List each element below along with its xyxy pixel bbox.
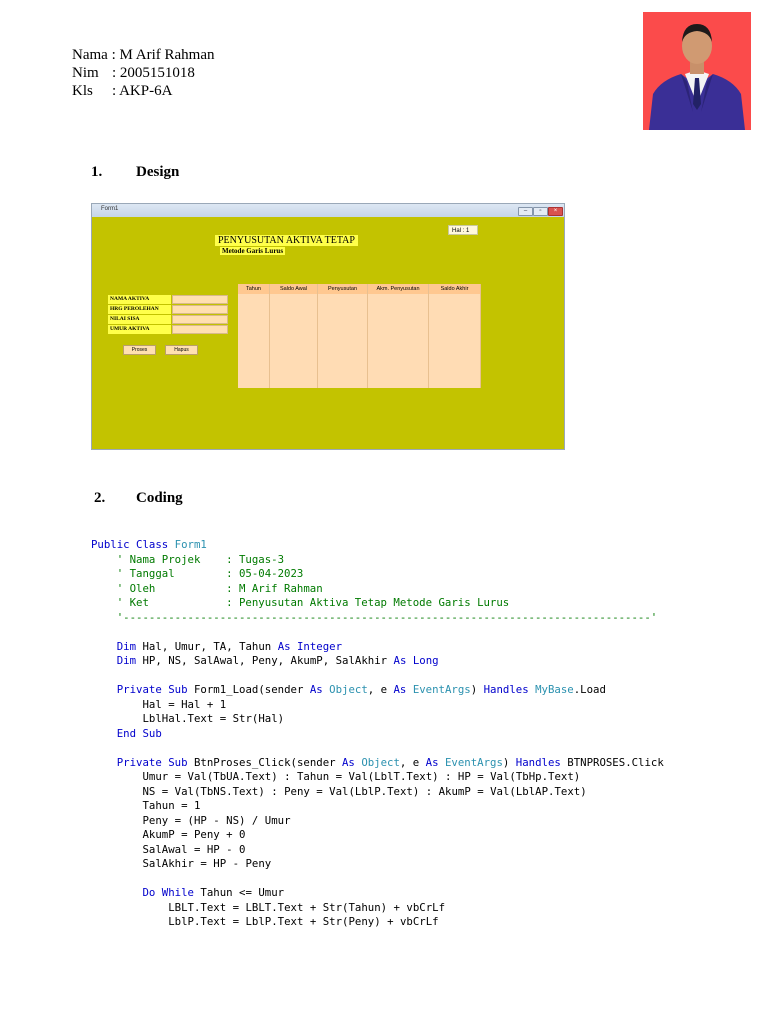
section-title: Coding (136, 490, 183, 506)
label-nama-aktiva: NAMA AKTIVA (108, 295, 171, 304)
column-saldo-akhir (429, 284, 481, 388)
code-line: ' Oleh : M Arif Rahman (91, 581, 323, 595)
maximize-icon: ▫ (533, 207, 548, 216)
form-title: PENYUSUTAN AKTIVA TETAP (215, 235, 358, 246)
column-header: Saldo Awal (270, 284, 317, 294)
code-line (91, 741, 664, 756)
code-line: Dim HP, NS, SalAwal, Peny, AkumP, SalAkhir As Long (116, 654, 439, 667)
column-header: Saldo Akhir (429, 284, 480, 294)
code-line: AkumP = Peny + 0 (142, 828, 246, 841)
input-hrg-perolehan[interactable] (172, 305, 228, 314)
column-saldo-awal (270, 284, 318, 388)
identity-block (72, 46, 214, 100)
code-line: Private Sub BtnProses_Click(sender As Object, e As EventArgs) Handles BTNPROSES.Click (116, 755, 664, 769)
code-line: Private Sub Form1_Load(sender As Object, e As EventArgs) Handles MyBase.Load (116, 683, 606, 696)
column-header: Penyusutan (318, 284, 367, 294)
code-line: LblP.Text = LblP.Text + Str(Peny) + vbCrLf (168, 915, 439, 928)
input-umur-aktiva[interactable] (172, 325, 228, 334)
code-line: LblHal.Text = Str(Hal) (142, 712, 285, 725)
close-icon: × (548, 207, 563, 216)
code-line: NS = Val(TbNS.Text) : Peny = Val(LblP.Text) : AkumP = Val(LblAP.Text) (142, 784, 587, 798)
column-akm-penyusutan (368, 284, 429, 388)
code-line: Umur = Val(TbUA.Text) : Tahun = Val(LblT.Text) : HP = Val(TbHp.Text) (142, 770, 581, 783)
minimize-icon: – (518, 207, 533, 216)
code-line: End Sub (116, 726, 162, 740)
proses-button[interactable]: Proses (123, 345, 156, 355)
column-header: Akm. Penyusutan (368, 284, 428, 294)
code-line: Hal = Hal + 1 (142, 697, 227, 711)
section-number: 2. (94, 490, 106, 506)
profile-photo (643, 12, 751, 130)
section-heading-design (91, 164, 291, 184)
form-subtitle: Metode Garis Lurus (222, 247, 284, 255)
code-line (91, 625, 664, 640)
name-line: Nama : M Arif Rahman (72, 47, 215, 63)
code-line: SalAkhir = HP - Peny (142, 857, 272, 870)
hapus-button[interactable]: Hapus (165, 345, 198, 355)
column-penyusutan (318, 284, 368, 388)
code-line: SalAwal = HP - 0 (142, 842, 246, 856)
section-number: 1. (91, 164, 103, 180)
code-listing (91, 538, 664, 930)
form-design-screenshot (91, 203, 565, 450)
code-line: ' Ket : Penyusutan Aktiva Tetap Metode Garis Lurus (91, 596, 510, 609)
label-nilai-sisa: NILAI SISA (108, 315, 171, 324)
code-line: ' Nama Projek : Tugas-3 (91, 552, 285, 566)
code-line: Public Class Form1 (91, 538, 207, 551)
kls-label: Kls (72, 83, 93, 99)
label-hrg-perolehan: HRG PEROLEHAN (108, 305, 171, 314)
column-header: Tahun (238, 284, 269, 294)
code-line: '----------------------------------------------------------------------------------' (91, 610, 658, 624)
code-line: LBLT.Text = LBLT.Text + Str(Tahun) + vbCrLf (168, 900, 446, 914)
form-titlebar (92, 204, 564, 217)
nim-value: : 2005151018 (112, 65, 195, 81)
kls-value: : AKP-6A (112, 83, 173, 99)
nim-label: Nim (72, 65, 99, 81)
input-nama-aktiva[interactable] (172, 295, 228, 304)
code-line: Dim Hal, Umur, TA, Tahun As Integer (116, 639, 343, 653)
form-window-title: Form1 (101, 206, 119, 212)
code-line: Peny = (HP - NS) / Umur (142, 813, 291, 827)
input-nilai-sisa[interactable] (172, 315, 228, 324)
section-heading-coding (94, 490, 294, 510)
code-line: Do While Tahun <= Umur (142, 886, 285, 899)
column-tahun (238, 284, 270, 388)
nim-line (72, 64, 214, 82)
code-line: ' Tanggal : 05-04-2023 (91, 567, 304, 580)
code-line: Tahun = 1 (142, 799, 201, 812)
code-line (91, 872, 664, 887)
kls-line (72, 82, 214, 100)
section-title: Design (136, 164, 180, 180)
code-line (91, 669, 664, 684)
hal-label: Hal : 1 (448, 225, 478, 235)
label-umur-aktiva: UMUR AKTIVA (108, 325, 171, 334)
